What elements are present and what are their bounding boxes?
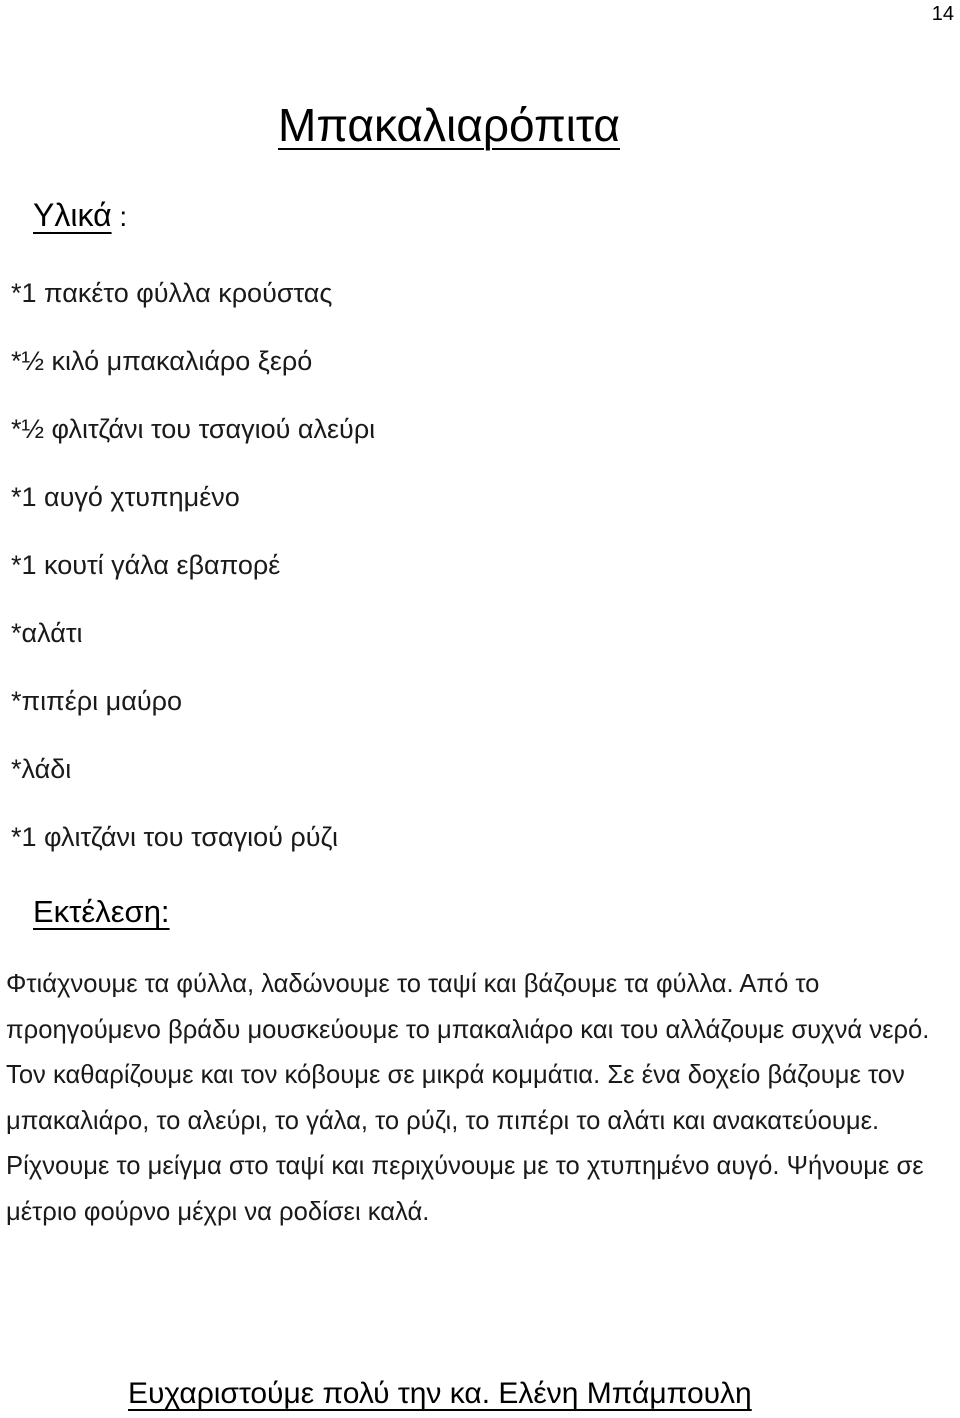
- ingredient-item: *1 αυγό χτυπημένο: [11, 482, 240, 512]
- page-number: 14: [931, 3, 954, 25]
- ingredients-heading: [33, 193, 127, 239]
- ingredient-item: *1 κουτί γάλα εβαπορέ: [11, 550, 281, 580]
- method-paragraph: Φτιάχνουμε τα φύλλα, λαδώνουμε το ταψί και βάζουμε τα φύλλα. Από το προηγούμενο βράδυ μουσκεύουμε το μπακαλιάρο και του αλλάζουμε συχνά νερό. Τον καθαρίζουμε και τον κόβουμε σε μικρά κομμάτια. Σε ένα δοχείο βάζουμε τον μπακαλιάρο, το αλεύρι, το γάλα, το ρύζι, το πιπέρι το αλάτι και ανακατεύουμε. Ρίχνουμε το μείγμα στο ταψί και περιχύνουμε με το χτυπημένο αυγό. Ψήνουμε σε μέτριο φούρνο μέχρι να ροδίσει καλά.: [6, 970, 930, 1226]
- ingredients-heading-colon: :: [111, 201, 128, 232]
- ingredient-list: [11, 269, 375, 881]
- ingredient-item: *1 φλιτζάνι του τσαγιού ρύζι: [11, 822, 338, 852]
- ingredient-item: *πιπέρι μαύρο: [11, 686, 182, 716]
- ingredient-item: *αλάτι: [11, 618, 83, 648]
- method-heading: Εκτέλεση:: [33, 894, 170, 929]
- recipe-title: Μπακαλιαρόπιτα: [278, 99, 621, 151]
- ingredient-item: *½ φλιτζάνι του τσαγιού αλεύρι: [11, 414, 376, 444]
- ingredient-item: *1 πακέτο φύλλα κρούστας: [11, 278, 333, 308]
- ingredient-item: *λάδι: [11, 754, 72, 784]
- ingredients-heading-label: Υλικά: [33, 197, 112, 233]
- ingredient-item: *½ κιλό μπακαλιάρο ξερό: [11, 346, 313, 376]
- acknowledgement: Ευχαριστούμε πολύ την κα. Ελένη Μπάμπουλη: [128, 1377, 752, 1410]
